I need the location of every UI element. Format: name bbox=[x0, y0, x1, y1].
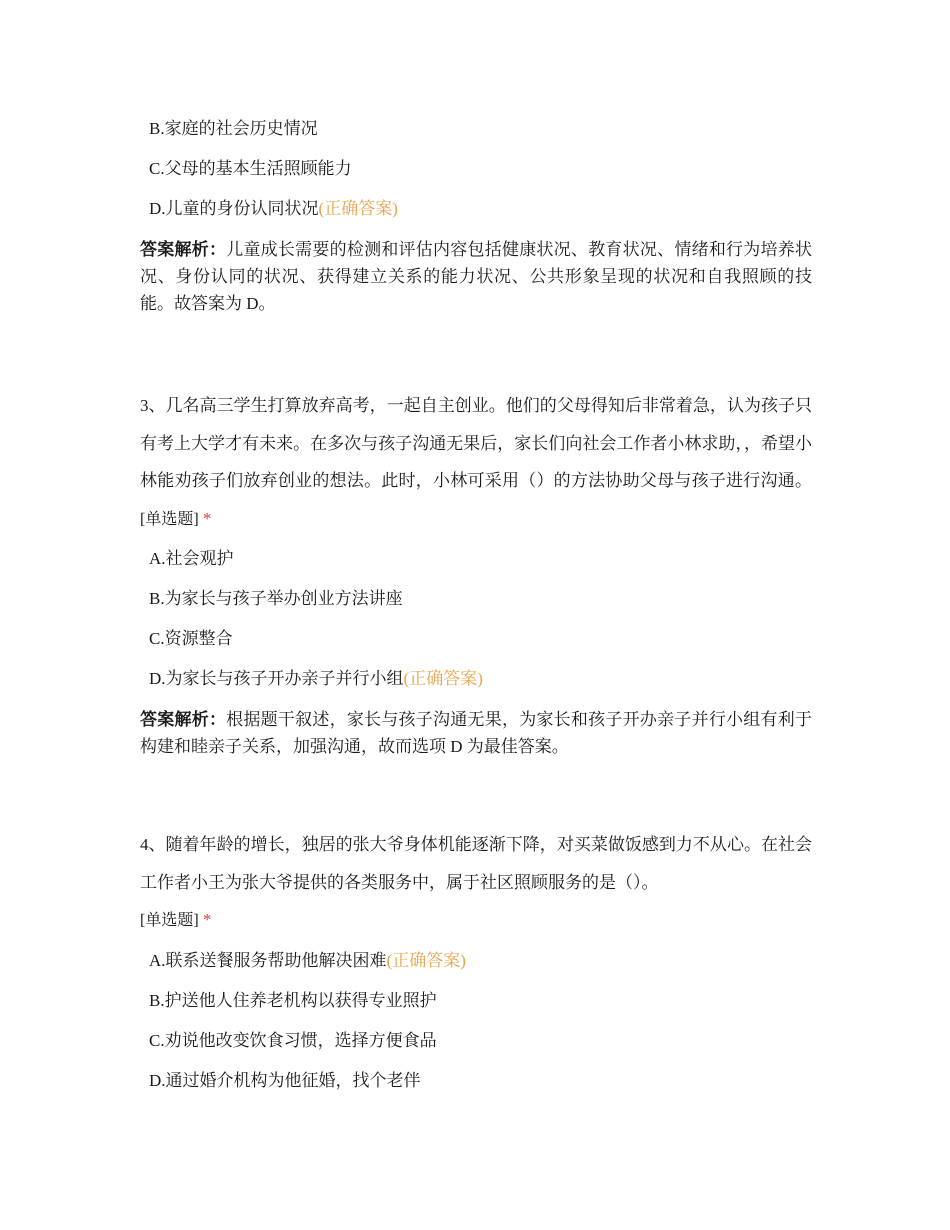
correct-answer-marker: (正确答案) bbox=[386, 950, 466, 970]
analysis-text: 根据题干叙述，家长与孩子沟通无果，为家长和孩子开办亲子并行小组有利于构建和睦亲子关系，加强沟通，故而选项 D 为最佳答案。 bbox=[140, 710, 813, 756]
q3-option-b[interactable]: B.为家长与孩子举办创业方法讲座 bbox=[149, 589, 403, 608]
q2-option-c[interactable]: C.父母的基本生活照顾能力 bbox=[149, 159, 352, 178]
q3-option-a[interactable]: A.社会观护 bbox=[149, 549, 234, 568]
quiz-page bbox=[140, 118, 812, 1110]
question-type-tag: [单选题] bbox=[140, 510, 199, 528]
analysis-label: 答案解析： bbox=[140, 240, 227, 259]
required-mark: * bbox=[202, 508, 212, 528]
q4-option-c[interactable]: C.劝说他改变饮食习惯，选择方便食品 bbox=[149, 1030, 437, 1050]
analysis-text: 儿童成长需要的检测和评估内容包括健康状况、教育状况、情绪和行为培养状况、身份认同的状况、获得建立关系的能力状况、公共形象呈现的状况和自我照顾的技能。故答案为 D。 bbox=[140, 240, 813, 313]
q2-answer-analysis bbox=[140, 236, 812, 317]
q4-option-d[interactable]: D.通过婚介机构为他征婚，找个老伴 bbox=[149, 1070, 421, 1090]
q4-option-b[interactable]: B.护送他人住养老机构以获得专业照护 bbox=[149, 990, 437, 1010]
required-mark: * bbox=[202, 910, 212, 929]
q3-option-c[interactable]: C.资源整合 bbox=[149, 629, 233, 648]
analysis-label: 答案解析： bbox=[140, 710, 227, 729]
question-2-block bbox=[140, 118, 812, 317]
q2-option-d[interactable]: D.儿童的身份认同状况(正确答案) bbox=[149, 199, 398, 218]
correct-answer-marker: (正确答案) bbox=[403, 669, 483, 688]
q3-answer-analysis bbox=[140, 706, 812, 760]
question-3-block bbox=[140, 387, 812, 760]
q3-question-text: 3、几名高三学生打算放弃高考，一起自主创业。他们的父母得知后非常着急，认为孩子只有考上大学才有未来。在多次与孩子沟通无果后，家长们向社会工作者小林求助，，希望小林能劝孩子们放弃创业的想法。此时，小林可采用（）的方法协助父母与孩子进行沟通。 [单选题] * bbox=[140, 396, 812, 528]
question-4-block bbox=[140, 826, 812, 1092]
question-type-tag: [单选题] bbox=[140, 912, 199, 929]
q2-option-b[interactable]: B.家庭的社会历史情况 bbox=[149, 119, 318, 138]
q4-question-text: 4、随着年龄的增长，独居的张大爷身体机能逐渐下降，对买菜做饭感到力不从心。在社会工作者小王为张大爷提供的各类服务中，属于社区照顾服务的是（）。 [单选题] * bbox=[140, 835, 812, 929]
q3-option-d[interactable]: D.为家长与孩子开办亲子并行小组(正确答案) bbox=[149, 669, 483, 688]
correct-answer-marker: (正确答案) bbox=[318, 199, 398, 218]
q4-option-a[interactable]: A.联系送餐服务帮助他解决困难(正确答案) bbox=[149, 950, 466, 970]
